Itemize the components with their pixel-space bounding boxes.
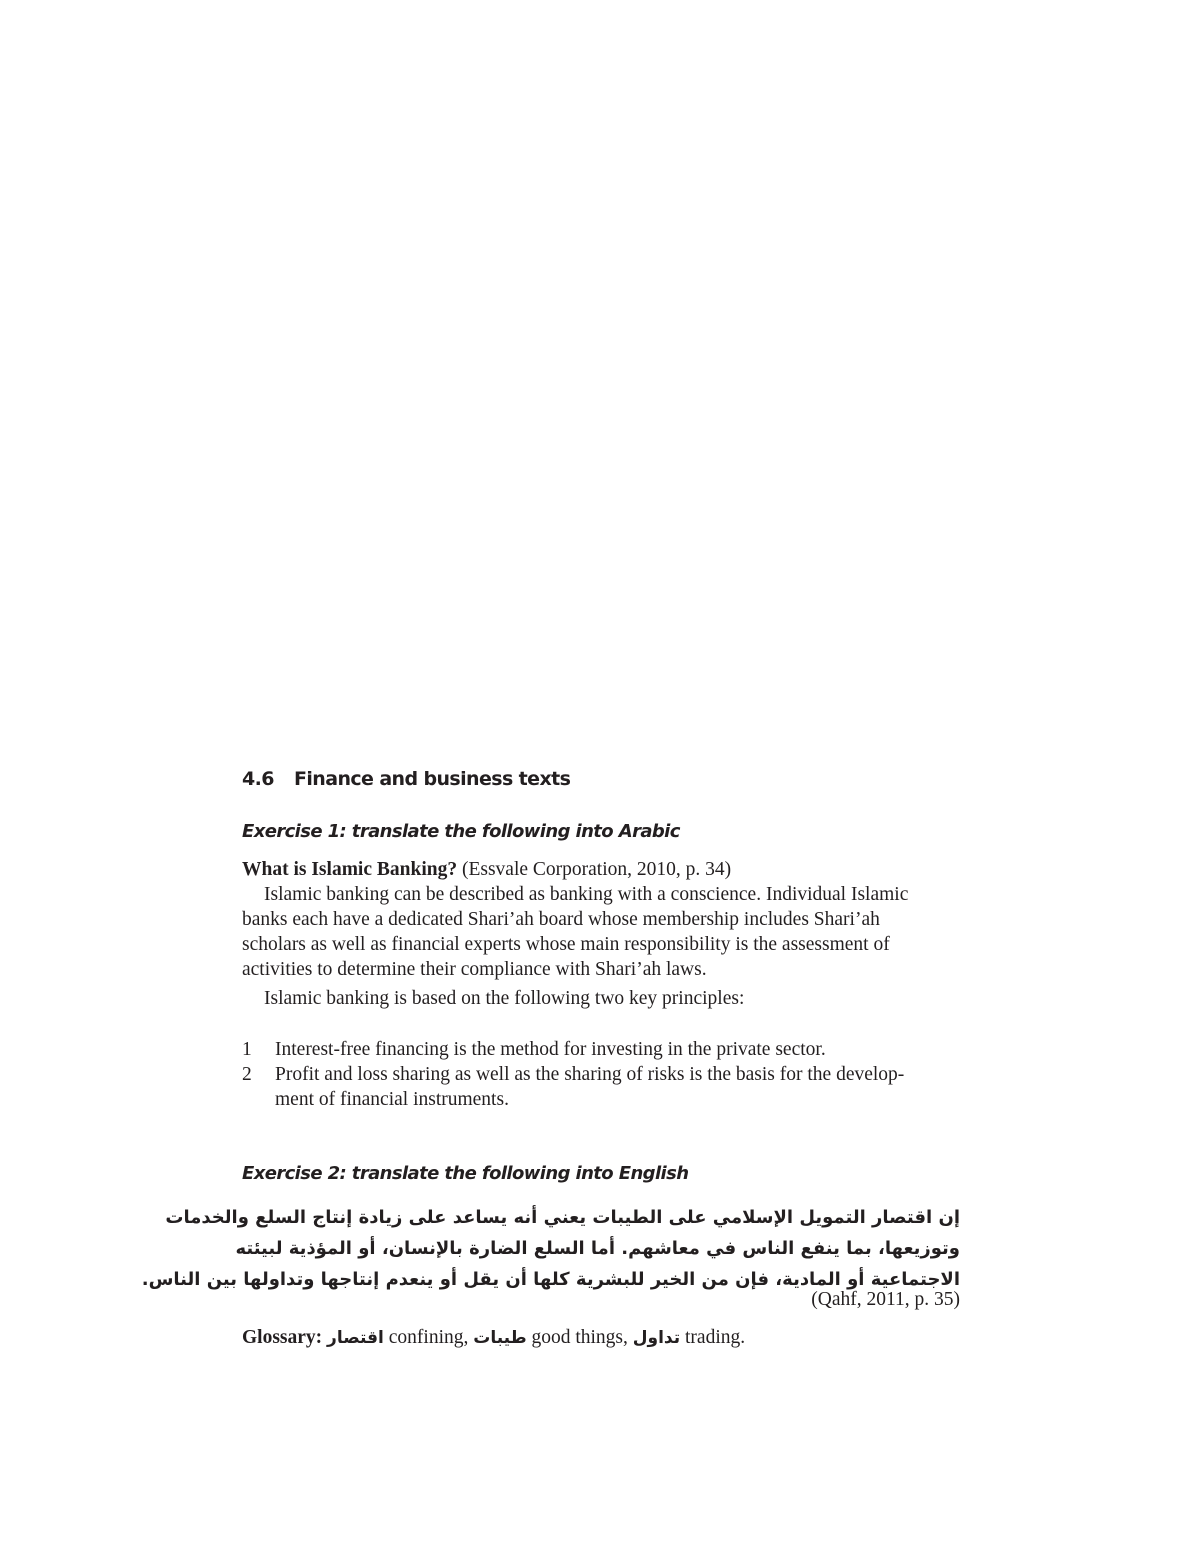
glossary-label: Glossary: bbox=[242, 1327, 323, 1348]
paragraph-line: banks each have a dedicated Shari’ah board whose membership includes Shari’ah bbox=[242, 909, 880, 930]
section-title: Finance and business texts bbox=[294, 768, 571, 790]
list-item-text: ment of financial instruments. bbox=[275, 1089, 509, 1110]
paragraph-1 bbox=[242, 882, 960, 982]
glossary bbox=[242, 1325, 960, 1351]
arabic-line: الاجتماعية أو المادية، فإن من الخير للبشرية كلها أن يقل أو ينعدم إنتاجها وتداولها بين الناس. bbox=[141, 1269, 960, 1290]
paragraph-2 bbox=[242, 986, 960, 1011]
arabic-citation: (Qahf, 2011, p. 35) bbox=[811, 1289, 960, 1310]
section-number: 4.6 bbox=[242, 768, 274, 790]
reading-title: What is Islamic Banking? bbox=[242, 859, 458, 880]
paragraph-line: scholars as well as financial experts whose main responsibility is the assessment of bbox=[242, 934, 890, 955]
exercise-1-heading: Exercise 1: translate the following into Arabic bbox=[242, 821, 680, 842]
section-heading bbox=[242, 768, 570, 790]
glossary-term: اقتصار bbox=[327, 1328, 384, 1348]
reading-title-line bbox=[242, 857, 960, 882]
arabic-passage bbox=[141, 1202, 960, 1295]
paragraph-line: Islamic banking is based on the following two key principles: bbox=[264, 988, 745, 1009]
principles-list bbox=[242, 1037, 960, 1112]
paragraph-line: Islamic banking can be described as banking with a conscience. Individual Islamic bbox=[264, 884, 909, 905]
paragraph-line: activities to determine their compliance with Shari’ah laws. bbox=[242, 959, 707, 980]
list-item bbox=[242, 1062, 960, 1112]
reading-source: (Essvale Corporation, 2010, p. 34) bbox=[461, 859, 732, 880]
list-item-number: 2 bbox=[242, 1064, 252, 1085]
list-item-text: Interest-free financing is the method for investing in the private sector. bbox=[275, 1039, 826, 1060]
list-item-number: 1 bbox=[242, 1039, 252, 1060]
glossary-definition: confining, bbox=[388, 1327, 469, 1348]
exercise-2-heading: Exercise 2: translate the following into English bbox=[242, 1163, 689, 1184]
glossary-term: طيبات bbox=[473, 1328, 527, 1348]
arabic-line: وتوزيعها، بما ينفع الناس في معاشهم. أما السلع الضارة بالإنسان، أو المؤذية لبيئته bbox=[235, 1238, 960, 1259]
glossary-term: تداول bbox=[632, 1328, 681, 1348]
glossary-definition: trading. bbox=[685, 1327, 746, 1348]
list-item bbox=[242, 1037, 960, 1062]
list-item-text: Profit and loss sharing as well as the sharing of risks is the basis for the develop- bbox=[275, 1064, 905, 1085]
glossary-definition: good things, bbox=[531, 1327, 628, 1348]
arabic-line: إن اقتصار التمويل الإسلامي على الطيبات يعني أنه يساعد على زيادة إنتاج السلع والخدمات bbox=[165, 1207, 960, 1228]
